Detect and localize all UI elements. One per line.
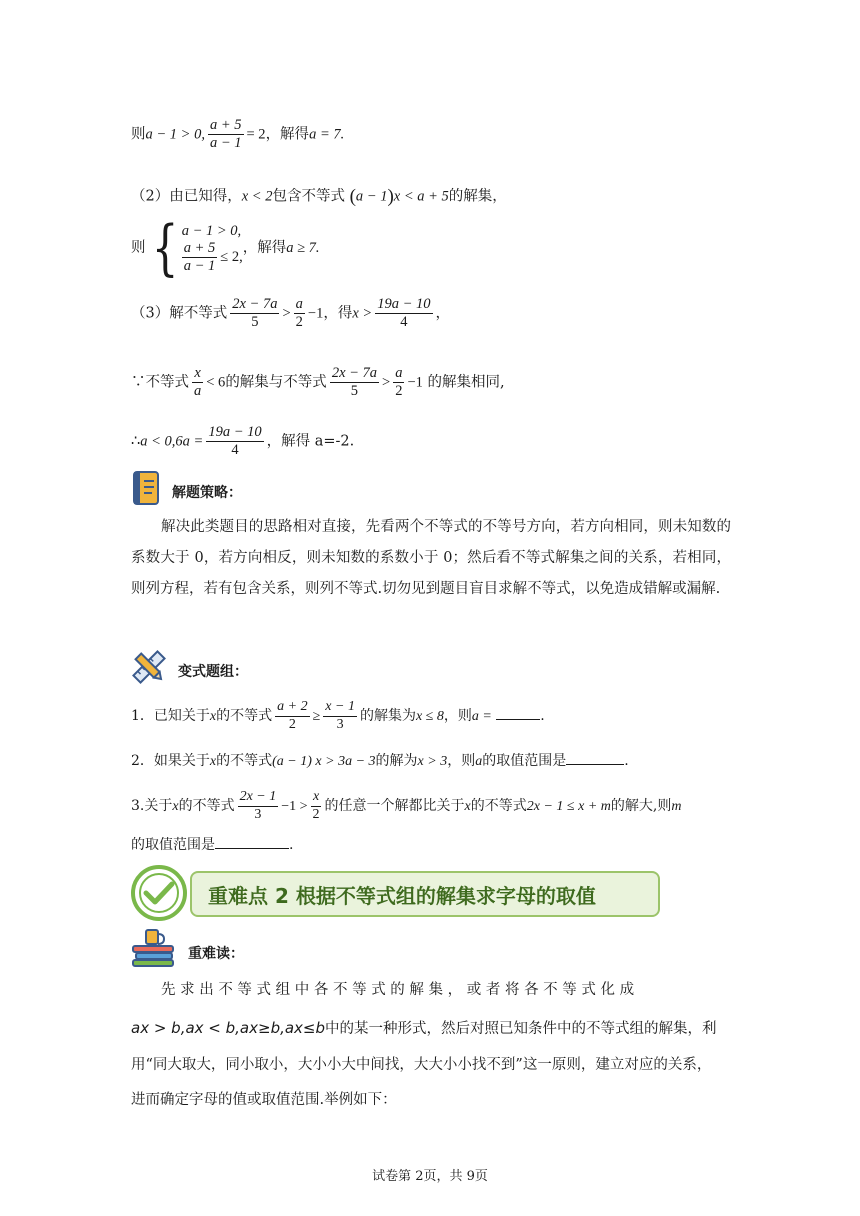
text: （3）解不等式 bbox=[131, 305, 228, 322]
solution-line-4 bbox=[131, 297, 450, 330]
system-of-inequalities: { a − 1 > 0, $\frac{a + 5}{a - 1}$ ≤ 2, bbox=[151, 213, 243, 283]
text: 1．已知关于 bbox=[131, 708, 210, 725]
denominator: 2 bbox=[288, 716, 296, 732]
fraction bbox=[238, 790, 279, 822]
numerator: x bbox=[311, 790, 321, 807]
numerator: x bbox=[192, 366, 202, 383]
text: 的不等式 bbox=[178, 798, 235, 815]
reading-heading: 重难读： bbox=[188, 946, 244, 962]
math: a − 1 bbox=[355, 188, 388, 205]
denominator: 2 bbox=[312, 806, 320, 822]
fraction bbox=[182, 241, 218, 274]
text: 的解集， bbox=[448, 188, 507, 205]
solution-line-3 bbox=[131, 213, 320, 283]
fraction bbox=[323, 700, 357, 732]
math: ≤ 2, bbox=[220, 249, 243, 266]
text: 的不等式 bbox=[470, 798, 527, 815]
math: ≥ bbox=[312, 709, 321, 725]
denominator: 3 bbox=[254, 806, 262, 822]
math: 2x − 1 ≤ x + m bbox=[526, 799, 611, 815]
section-heading bbox=[190, 871, 660, 917]
fraction bbox=[275, 700, 309, 732]
books-cup-icon bbox=[130, 928, 176, 968]
math: x bbox=[464, 799, 471, 815]
math: x > 3 bbox=[417, 754, 448, 769]
check-badge-icon bbox=[130, 864, 188, 922]
question-3 bbox=[131, 790, 681, 822]
book-icon bbox=[130, 470, 162, 506]
text: 的取值范围是 bbox=[482, 753, 567, 769]
ruler-pencil-icon bbox=[130, 648, 168, 686]
math: m bbox=[671, 799, 682, 815]
reading-line-3: 用“同大取大，同小取小，大小小大中间找，大大小小找不到”这一原则，建立对应的关系， bbox=[131, 1057, 712, 1073]
text: 的解集与不等式 bbox=[225, 374, 327, 391]
numerator: 19a − 10 bbox=[206, 425, 263, 442]
reading-line-2 bbox=[131, 1021, 717, 1037]
text: （2）由已知得， bbox=[131, 188, 242, 205]
text: 3.关于 bbox=[131, 798, 173, 815]
solution-line-6 bbox=[131, 425, 354, 458]
text: 的解集为 bbox=[359, 708, 416, 725]
answer-blank[interactable] bbox=[215, 836, 289, 849]
denominator: 2 bbox=[295, 314, 303, 331]
numerator: 2x − 7a bbox=[230, 297, 279, 314]
math: a < 0,6a = bbox=[140, 433, 204, 450]
answer-blank[interactable] bbox=[496, 707, 540, 720]
fraction bbox=[230, 297, 279, 330]
text: 包含不等式 bbox=[272, 188, 345, 205]
fraction bbox=[393, 366, 404, 399]
text: 的任意一个解都比关于 bbox=[324, 798, 465, 815]
math: a = bbox=[471, 709, 492, 725]
text: ∴ bbox=[131, 433, 141, 450]
denominator: 5 bbox=[251, 314, 259, 331]
text: 的不等式 bbox=[216, 708, 273, 725]
numerator: 2x − 1 bbox=[238, 790, 279, 807]
fraction bbox=[208, 118, 244, 151]
math: −1 > bbox=[281, 799, 308, 815]
denominator: a bbox=[194, 383, 202, 400]
text: 的取值范围是 bbox=[131, 837, 215, 853]
text: ∵不等式 bbox=[131, 374, 189, 391]
math: (a − 1) x > 3a − 3 bbox=[272, 754, 376, 769]
denominator: 5 bbox=[350, 383, 359, 400]
numerator: a bbox=[294, 297, 305, 314]
math: a = 7. bbox=[309, 126, 345, 143]
variants-heading: 变式题组： bbox=[178, 664, 248, 680]
text: 则 bbox=[131, 126, 146, 143]
math: > bbox=[382, 374, 391, 391]
solution-line-2: （2）由已知得，x < 2包含不等式 (a − 1)x < a + 5的解集， bbox=[131, 186, 507, 207]
page-footer: 试卷第 2页，共 9页 bbox=[372, 1169, 488, 1184]
text: ，则 bbox=[443, 708, 472, 725]
math: > bbox=[282, 305, 291, 322]
numerator: x − 1 bbox=[323, 700, 357, 717]
denominator: 4 bbox=[231, 442, 239, 459]
math: a ≥ 7. bbox=[286, 239, 320, 256]
denominator: 3 bbox=[336, 716, 344, 732]
section-title: 重难点 2 根据不等式组的解集求字母的取值 bbox=[208, 883, 596, 908]
text: 中的某一种形式，然后对照已知条件中的不等式组的解集，利 bbox=[325, 1021, 717, 1037]
denominator: a − 1 bbox=[183, 258, 216, 275]
text: ，则 bbox=[447, 753, 476, 769]
strategy-paragraph: 解决此类题目的思路相对直接，先看两个不等式的不等号方向，若方向相同，则未知数的系数大于 0，若方向相反，则未知数的系数小于 0；然后看不等式解集之间的关系，若相同，则列方程，若有包含关系，则列不等式.切勿见到题目盲目求解不等式，以免造成错解或漏解. bbox=[131, 519, 731, 597]
text: . bbox=[540, 708, 545, 725]
text: 的不等式 bbox=[216, 753, 273, 769]
fraction bbox=[375, 297, 432, 330]
text: 的解大,则 bbox=[610, 798, 672, 815]
math: a bbox=[475, 754, 483, 769]
fraction bbox=[206, 425, 263, 458]
numerator: a + 2 bbox=[275, 700, 309, 717]
fraction bbox=[330, 366, 379, 399]
numerator: 2x − 7a bbox=[330, 366, 379, 383]
text: ，解得 bbox=[242, 239, 287, 256]
math: a − 1 > 0, bbox=[145, 126, 205, 143]
fraction bbox=[294, 297, 305, 330]
solution-line-5 bbox=[131, 366, 505, 399]
denominator: a − 1 bbox=[209, 135, 242, 152]
denominator: 4 bbox=[400, 314, 408, 331]
reading-line-4: 进而确定字母的值或取值范围.举例如下： bbox=[131, 1092, 397, 1108]
numerator: a + 5 bbox=[182, 241, 218, 258]
question-2 bbox=[131, 752, 629, 769]
text: 2．如果关于 bbox=[131, 753, 210, 769]
math: < 6 bbox=[206, 374, 226, 391]
numerator: 19a − 10 bbox=[375, 297, 432, 314]
question-3-line-2 bbox=[131, 836, 293, 852]
solution-line-1 bbox=[131, 118, 344, 151]
math: x > bbox=[352, 305, 373, 322]
text: 则 bbox=[131, 239, 146, 256]
fraction bbox=[311, 790, 322, 822]
text: ，解得 a=-2. bbox=[266, 433, 355, 450]
math: ax > b,ax < b,ax≥b,ax≤b bbox=[131, 1019, 326, 1037]
math: x ≤ 8 bbox=[415, 709, 444, 725]
math: x < a + 5 bbox=[393, 188, 449, 205]
math: x bbox=[209, 754, 217, 769]
math: −1 bbox=[307, 305, 324, 322]
text: ，解得 bbox=[265, 126, 310, 143]
text: ，得 bbox=[323, 305, 353, 322]
text: . bbox=[289, 837, 294, 853]
math: −1 bbox=[407, 374, 423, 391]
question-1 bbox=[131, 700, 545, 732]
text: ， bbox=[435, 305, 450, 322]
numerator: a bbox=[393, 366, 404, 383]
denominator: 2 bbox=[395, 383, 403, 400]
fraction bbox=[192, 366, 203, 399]
text: 的解为 bbox=[375, 753, 418, 769]
text: 的解集相同, bbox=[427, 374, 505, 391]
math: x bbox=[209, 709, 217, 725]
text: . bbox=[624, 753, 629, 769]
math: = 2 bbox=[246, 126, 266, 143]
math: a − 1 > 0, bbox=[181, 222, 242, 239]
answer-blank[interactable] bbox=[566, 752, 624, 765]
math: x bbox=[172, 799, 179, 815]
reading-line-1: 先 求 出 不 等 式 组 中 各 不 等 式 的 解 集 ， 或 者 将 各 不 等 式 化 成 bbox=[161, 982, 635, 998]
numerator: a + 5 bbox=[208, 118, 244, 135]
math: x < 2 bbox=[241, 188, 273, 205]
strategy-heading: 解题策略： bbox=[172, 485, 242, 501]
